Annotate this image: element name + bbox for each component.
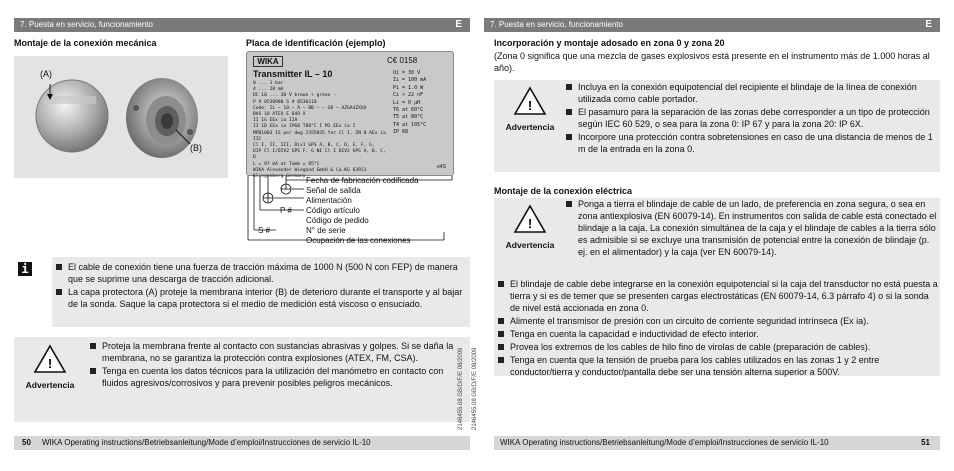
page-number: 51 bbox=[921, 438, 930, 447]
svg-text:!: ! bbox=[527, 216, 533, 231]
warning-symbol bbox=[498, 86, 562, 132]
plate-line: DIP Cl I/DIV2 GPS F, G NI Cl I DIV2 GPS A, B, C, D bbox=[253, 149, 386, 161]
photo-label-a: (A) bbox=[40, 69, 52, 79]
plate-line: BVS 10 ATEX E 049 X bbox=[253, 112, 306, 118]
heading-electrical-connection: Montaje de la conexión eléctrica bbox=[494, 186, 633, 196]
footer-text: WIKA Operating instructions/Betriebsanleitung/Mode d’emploi/Instrucciones de servicio IL-10 bbox=[500, 438, 829, 447]
plate-line: T4 at 105°C bbox=[393, 121, 427, 128]
zone-bullet: Incluya en la conexión equipotencial del recipiente el blindaje de la línea de conexión utilizada como cable portador. bbox=[566, 81, 938, 105]
plate-line: Ui = 30 V bbox=[393, 70, 421, 76]
plate-line: II 1G EEx ia IIA bbox=[253, 118, 298, 124]
photo-transmitter bbox=[14, 56, 228, 178]
footer-text: WIKA Operating instructions/Betriebsanleitung/Mode d’emploi/Instrucciones de servicio IL-10 bbox=[42, 438, 371, 447]
heading-mechanical-connection: Montaje de la conexión mecánica bbox=[14, 38, 157, 48]
svg-text:!: ! bbox=[47, 356, 53, 371]
language-letter: E bbox=[925, 19, 932, 30]
info-bullet: La capa protectora (A) proteje la membrana interior (B) de deterioro durante el transporte y al bajar de la sonda. Saque la capa protectora si el medio de medición está viscoso o ensuciado. bbox=[56, 286, 468, 310]
section-header bbox=[484, 18, 940, 32]
svg-text:!: ! bbox=[527, 98, 533, 113]
warning-label: Advertencia bbox=[505, 240, 555, 250]
right-page bbox=[484, 0, 940, 471]
plate-line: Ii = 100 mA bbox=[393, 77, 427, 84]
legend-item: Señal de salida bbox=[306, 186, 361, 195]
plate-line: IP 68 bbox=[393, 129, 409, 136]
electrical-bullet: El blindaje de cable debe integrarse en la conexión equipotencial si la caja del transductor no está puesta a tierra y si es de temer que se presenten cargas electrostáticas (EN 60079-14, 6.3 párrafo 4) o si la sonda de nivel está accionada en zona 0. bbox=[498, 278, 938, 314]
nameplate-example bbox=[246, 51, 454, 180]
plate-line: 0 ... 1 bar bbox=[253, 81, 284, 86]
plate-line: WIKA Alexander Wiegand GmbH & Co.KG 63911 Klingenberg Germany bbox=[253, 167, 367, 180]
warning-triangle-icon bbox=[513, 204, 547, 234]
language-letter: E bbox=[455, 19, 462, 30]
legend-item: N° de serie bbox=[306, 226, 346, 235]
legend-item: Ocupación de las conexiones bbox=[306, 236, 411, 245]
plate-title: Transmitter IL – 10 bbox=[253, 69, 333, 79]
legend-item: Alimentación bbox=[306, 196, 352, 205]
info-bullet: El cable de conexión tiene una fuerza de tracción máxima de 1000 N (500 N con FEP) de manera que se suprime una descarga de tracción adicional. bbox=[56, 261, 468, 285]
zone-bullets bbox=[566, 81, 938, 156]
electrical-bullet: Tenga en cuenta la capacidad e inductividad de efecto interior. bbox=[498, 328, 938, 340]
section-header-text: 7. Puesta en servicio, funcionamiento bbox=[20, 20, 153, 29]
page-number: 50 bbox=[22, 438, 31, 447]
legend-item: Fecha de fabricación codificada bbox=[306, 176, 419, 185]
plate-line: Pi = 1.0 W bbox=[393, 84, 424, 91]
legend-s-number: S # bbox=[258, 226, 271, 235]
heading-nameplate: Placa de identificación (ejemplo) bbox=[246, 38, 386, 48]
warning-bullet: Proteja la membrana frente al contacto con sustancias abrasivas y golpes. Si se daña la membrana, no se garantiza la protección contra explosiones (ATEX, FM, CSA). bbox=[90, 340, 466, 364]
plate-line: T5 at 80°C bbox=[393, 114, 424, 121]
section-header bbox=[14, 18, 470, 32]
nameplate-legend bbox=[306, 176, 419, 246]
photo-label-b: (B) bbox=[190, 143, 202, 153]
plate-line: Li = 0 µH bbox=[393, 99, 421, 106]
plate-right-lines bbox=[393, 70, 426, 137]
legend-item: Código de pedido bbox=[306, 216, 369, 225]
plate-line: MPB1003 IS per dwg 2355035 for Cl I, ZN 0 AEx ia IIC bbox=[253, 130, 386, 142]
warning-label: Advertencia bbox=[25, 380, 75, 390]
plate-line: DC 10 ... 30 V brown + green - bbox=[253, 93, 336, 99]
electrical-bullet: Provea los extremos de los cables de hilo fino de virolas de cable (preparación de cables). bbox=[498, 341, 938, 353]
zone-bullet: Incorpore una protección contra sobretensiones en caso de una distancia de menos de 1 m de la entrada en la zona 0. bbox=[566, 131, 938, 155]
page-footer bbox=[494, 436, 940, 450]
zone-bullet: El pasamuro para la separación de las zonas debe corresponder a un tipo de protección según IEC 60 529, o sea para la zona 0: IP 67 y para la zona 20: IP 6X. bbox=[566, 106, 938, 130]
left-page bbox=[14, 0, 470, 471]
plate-date-code: e4S bbox=[437, 164, 446, 170]
plate-line: Code: IL – 10 – A – BB – – GD – AZGA4ZXXA bbox=[253, 105, 367, 111]
info-icon: i bbox=[18, 262, 32, 276]
ce-mark: C€ 0158 bbox=[387, 56, 418, 65]
plate-line: L = 97 mA at Tamb = 85°C bbox=[253, 161, 320, 167]
electrical-bullet: Alimente el transmisor de presión con un circuito de corriente seguridad intrínseca (Ex ia). bbox=[498, 315, 938, 327]
legend-item: Código artículo bbox=[306, 206, 360, 215]
wika-logo: WIKA bbox=[253, 56, 283, 67]
warning-bullet: Tenga en cuenta los datos técnicos para la utilización del manómetro en contacto con fluidos agresivos/corrosivos y para prevenir posibles peligros mecánicos. bbox=[90, 365, 466, 389]
plate-line: P # 0530980 S # 0530110 bbox=[253, 99, 317, 105]
heading-zone-installation: Incorporación y montaje adosado en zona 0 y zona 20 bbox=[494, 38, 725, 48]
warning-symbol bbox=[498, 204, 562, 250]
document-code-right: 2146455.08 GB/D/F/E 08/2009 bbox=[472, 347, 478, 430]
plate-line: Cl I, II, III, Div1 GPS A, B, C, D, E, F, G, bbox=[253, 143, 375, 149]
document-code-left: 2146455.08 GB/D/F/E 08/2009 bbox=[458, 347, 464, 430]
plate-line: T6 at 60°C bbox=[393, 107, 424, 114]
warning-triangle-icon bbox=[513, 86, 547, 116]
electrical-warning-bullet bbox=[566, 198, 938, 259]
plate-main-lines bbox=[253, 81, 388, 180]
warning-label: Advertencia bbox=[505, 122, 555, 132]
plate-line: Ci < 22 nF bbox=[393, 92, 424, 99]
warning-triangle-icon bbox=[33, 344, 67, 374]
warning-symbol bbox=[18, 344, 82, 390]
section-header-text: 7. Puesta en servicio, funcionamiento bbox=[490, 20, 623, 29]
electrical-bullets bbox=[498, 278, 938, 379]
zone-paragraph: (Zona 0 significa que una mezcla de gases explosivos está presente en el instrumento más de 1.000 horas al año). bbox=[494, 51, 930, 73]
info-bullets bbox=[56, 261, 468, 311]
warning-bullets bbox=[90, 340, 466, 390]
electrical-bullet: Ponga a tierra el blindaje de cable de un lado, de preferencia en zona segura, o sea en zona antiexplosiva (EN 60079-14). En instrumentos con salida de cable está conectado el blindaje a la caja. La conexión simultánea de la caja y el blindaje de cables a la tierra sólo es admisible si se excluye una transmisión de potencial entre la conexión de blindaje (p. ej. en el alimentador) y la caja (ver EN 60079-14). bbox=[566, 198, 938, 258]
page-footer bbox=[14, 436, 470, 450]
electrical-bullet: Tenga en cuenta que la tensión de prueba para los cables utilizados en las zonas 1 y 2 entre conductor/tierra y conductor/pantalla debe ser una tensión alterna superior a 500V. bbox=[498, 354, 938, 378]
legend-p-number: P # bbox=[280, 206, 292, 215]
plate-line: 4 ... 20 mA bbox=[253, 87, 284, 93]
plate-line: II 1D EEx ia IP68 T80°C I M1 EEx ia I bbox=[253, 124, 356, 130]
